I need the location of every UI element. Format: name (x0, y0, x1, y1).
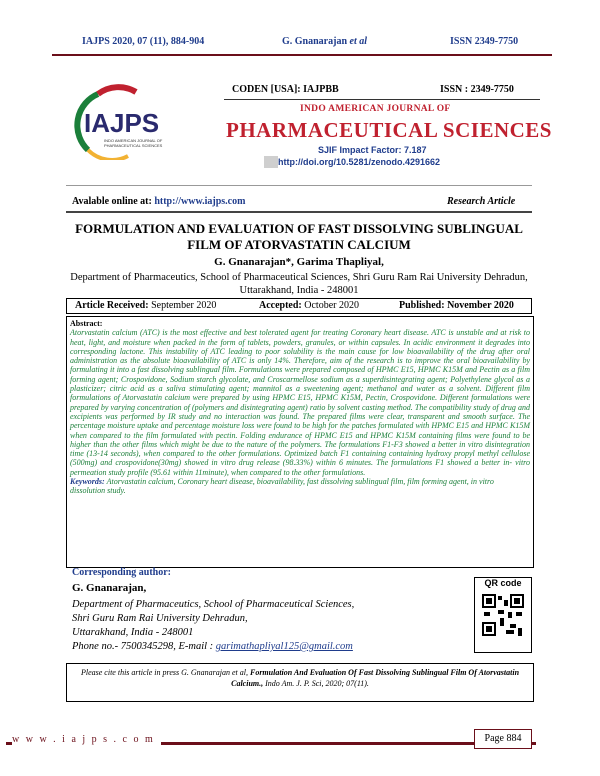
corresponding-address: Department of Pharmaceutics, School of Pharmaceutical Sciences, Shri Guru Ram Rai University Dehradun, Uttarakhand, India - 248001 Phone no.- 7500345298, E-mail : garimathapliyal125@gmail.com (72, 599, 355, 652)
corresponding-heading: Corresponding author: (72, 567, 171, 578)
published-date: Published: November 2020 (399, 300, 514, 311)
masthead-rule (224, 99, 540, 100)
divider (66, 185, 532, 186)
abstract-text: Atorvastatin calcium (ATC) is the most effective and best tolerated agent for treating Coronary heart disease. ATC is unstable and at risk to heat, light, and moisture when packed in the form of tablets, powders, granules, or within capsules. In acidic environment it degrades into corresponding lactone. This instability of ATC leading to poor solubility is the main cause for low bioavailability of the drug after oral administration as the absolute bioavailability of ATC is only 14%. Therefore, aim of the research is to improve the oral bioavailability by formulating it into a fast dissolving sublingual film. Formulations were prepared composed of HPMC E15, HPMC K15M and Pectin as a film forming agent; Crospovidone, Sodium starch glycolate, and Croscarmellose sodium as a superdisintegrating agent; Polyethylene glycol as a plasticizer; citric acid as a saliva stimulating agent; mannitol as a sweetening agent; methanol and water as a solvent. Different film formulations of Atorvastatin calcium were prepared by using HPMC E15, HPMC K15M, Pectin, Crospovidone. Different formulations were prepared by varying concentration of (polymers and disintegrating agent) ratio by solvent casting method. The compatibility study of drug and excipients was performed by IR study and no interaction was found. The prepared films were clear, transparent and smooth surface. The percentage moisture uptake and percentage moisture loss were found to be high for the patches formulated with HPMC E15 and HPMC K15M when compared to the film formulated with pectin. Folding endurance of HPMC E15 and HPMC K15M containing films were found to be higher than the other films which might be due to the nature of the polymers. The formulations F1-F3 showed a better in vitro disintegration time (13-14 seconds), when compared to the other formulations. Optimized batch F1 containing containing hydroxy propyl methyl cellulose (500mg) and crospovidone(30mg) showed in vitro drug release (98.33%) within 6 minutes. The formulations F1 showed a better in- vitro permeation study profile (95.61 within 11minute), when compared to the other formulations. (70, 328, 530, 477)
article-authors: G. Gnanarajan*, Garima Thapliyal, (214, 256, 384, 268)
doi-marker (264, 156, 278, 168)
running-issn: ISSN 2349-7750 (450, 36, 519, 47)
article-type: Research Article (447, 196, 516, 207)
svg-text:INDO AMERICAN JOURNAL OF: INDO AMERICAN JOURNAL OF (104, 138, 163, 143)
svg-text:PHARMACEUTICAL SCIENCES: PHARMACEUTICAL SCIENCES (104, 143, 163, 148)
qr-label: QR code (484, 578, 522, 588)
abstract-heading: Abstract: (70, 319, 103, 328)
qr-code-box (474, 577, 532, 653)
journal-reference: IAJPS 2020, 07 (11), 884-904 (82, 36, 205, 47)
email-link[interactable]: garimathapliyal125@gmail.com (215, 641, 353, 652)
article-title: FORMULATION AND EVALUATION OF FAST DISSOLVING SUBLINGUAL FILM OF ATORVASTATIN CALCIUM (75, 221, 523, 252)
qr-code-icon (482, 594, 524, 636)
page-number: Page 884 (474, 729, 532, 749)
footer-url[interactable]: w w w . i a j p s . c o m (12, 734, 161, 745)
keywords: Atorvastatin calcium, Coronary heart disease, bioavailability, fast dissolving sublingual film, film forming agent, in vitro dissolution study. (70, 477, 494, 496)
journal-website-link[interactable]: http://www.iajps.com (154, 196, 246, 207)
citation-title: Formulation And Evaluation Of Fast Dissolving Sublingual Film Of Atorvastatin Calcium., (231, 668, 520, 688)
keywords-label: Keywords: (70, 477, 105, 487)
abstract-box (66, 316, 534, 568)
impact-factor: SJIF Impact Factor: 7.187 (318, 145, 427, 155)
divider (66, 211, 532, 213)
coden: CODEN [USA]: IAJPBB (232, 84, 339, 95)
journal-name-line1: INDO AMERICAN JOURNAL OF (300, 104, 451, 114)
author-affiliation: Department of Pharmaceutics, School of Pharmaceutical Sciences, Shri Guru Ram Rai University Dehradun, Uttarakhand, India - 248001 (70, 272, 528, 296)
doi-link[interactable]: http://doi.org/10.5281/zenodo.4291662 (278, 157, 441, 167)
header-rule (52, 54, 552, 56)
received-date: Article Received: September 2020 (75, 300, 217, 311)
availability-line: Avalable online at: http://www.iajps.com (72, 196, 246, 207)
article-dates (66, 298, 532, 314)
corresponding-name: G. Gnanarajan, (72, 582, 147, 594)
citation-box: Please cite this article in press G. Gnanarajan et al, Formulation And Evaluation Of Fast Dissolving Sublingual Film Of Atorvastatin Calcium., Indo Am. J. P. Sci, 2020; 07(11). (66, 663, 534, 702)
accepted-date: Accepted: October 2020 (259, 300, 359, 311)
running-author: G. Gnanarajan et al (282, 36, 368, 47)
journal-name-line2: PHARMACEUTICAL SCIENCES (226, 118, 552, 142)
journal-logo (58, 80, 198, 160)
svg-text:IAJPS: IAJPS (84, 108, 160, 138)
masthead-issn: ISSN : 2349-7750 (440, 84, 514, 95)
